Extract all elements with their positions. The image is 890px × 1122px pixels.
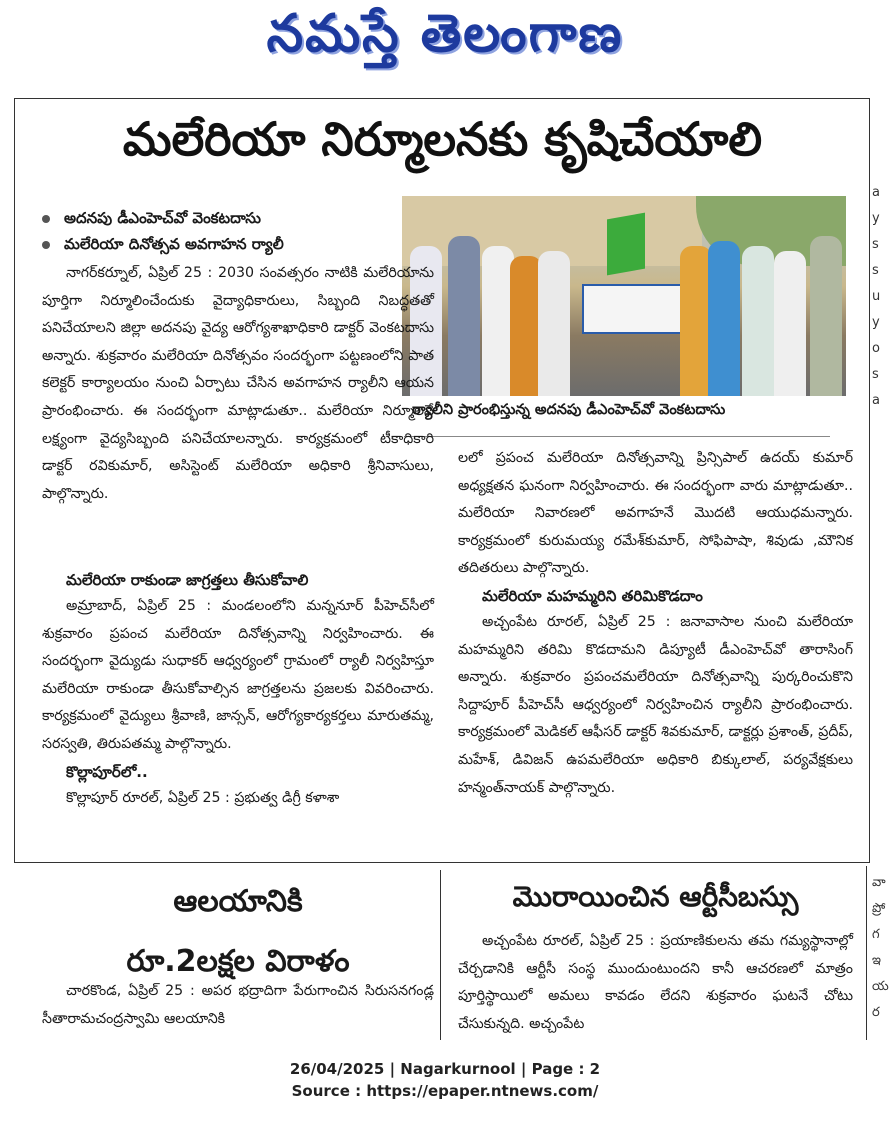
photo-caption: ర్యాలీని ప్రారంభిస్తున్న అదనపు డీఎంహెచ్‌వో వెంకటదాసు (412, 402, 726, 418)
lower-left-headline: ఆలయానికి రూ.2లక్షల విరాళం (126, 884, 350, 979)
sidebar-fragment-top: a y s s u y o s a (872, 185, 881, 408)
main-headline: మలేరియా నిర్మూలనకు కృషిచేయాలి (122, 112, 763, 166)
subhead-precautions: మలేరియా రాకుండా జాగ్రత్తలు తీసుకోవాలి (66, 571, 309, 589)
headline-bullets (42, 205, 402, 257)
lower-right-headline: మొరాయించిన ఆర్టీసీబస్సు (512, 880, 799, 913)
article-amrabad-text: అమ్రాబాద్, ఏప్రిల్ 25 : మండలంలోని మన్ననూర్ పీహెచ్‌సీలో శుక్రవారం ప్రపంచ మలేరియా దినోత్సవాన్ని నిర్వహించారు. ఈ సందర్భంగా వైద్యుడు సుధాకర్ ఆధ్వర్యంలో గ్రామంలో ర్యాలీ నిర్వహిస్తూ మలేరియా రాకుండా తీసుకోవాల్సిన జాగ్రత్తలను ప్రజలకు వివరించారు. కార్యక్రమంలో వైద్యులు శ్రీవాణి, జాన్సన్, ఆరోగ్యకార్యకర్తలు మారుతమ్మ, సరస్వతి, తిరుపతమ్మ పాల్గొన్నారు. (42, 598, 434, 752)
subhead-kollapur: కొల్లాపూర్‌లో.. (66, 762, 148, 781)
top-rule (14, 98, 870, 99)
photo-person (708, 241, 740, 396)
rally-photo (402, 196, 846, 396)
caption-rule (404, 436, 830, 437)
lower-left-article-text: చారకొండ, ఏప్రిల్ 25 : అపర భద్రాదిగా పేరుగాంచిన సిరుసనగండ్ల సీతారామచంద్రస్వామి ఆలయానికి (42, 983, 434, 1027)
sidebar-fragment-bottom: వా ప్రో గ ఇ య ర (872, 875, 889, 1020)
footer-date-line: 26/04/2025 | Nagarkurnool | Page : 2 (289, 1060, 601, 1078)
masthead-title: నమస్తే తెలంగాణ (266, 4, 624, 64)
article-right-column (458, 445, 853, 802)
article-amrabad (42, 565, 434, 812)
article-main (42, 260, 434, 508)
lower-right-article (458, 928, 853, 1038)
photo-person (774, 251, 806, 396)
photo-person (742, 246, 774, 396)
lower-left-article (42, 978, 434, 1033)
photo-flag (607, 213, 645, 276)
article-kollapur-text: కొల్లాపూర్ రూరల్, ఏప్రిల్ 25 : ప్రభుత్వ డిగ్రీ కళాశా (66, 789, 340, 806)
left-rule (14, 98, 15, 862)
article-achampet-text: అచ్చంపేట రూరల్, ఏప్రిల్ 25 : జనావాసాల నుంచి మలేరియా మహమ్మరిని తరిమి కొడదామని డిప్యూటీ డీఎంహెచ్‌వో తారాసింగ్ అన్నారు. శుక్రవారం ప్రపంచమలేరియా దినోత్సవాన్ని పుర్కరించుకొని సిద్దాపూర్ పీహెచ్‌సీ ఆధ్వర్యంలో నిర్వహించిన ర్యాలీని ప్రారంభించారు. కార్యక్రమంలో మెడికల్ ఆఫీసర్ డాక్టర్ శివకుమార్, డాక్టర్లు ప్రశాంత్, ప్రదీప్, మహేశ్, డివిజన్ ఉపమలేరియా అధికారి బిక్కులాల్, పర్యవేక్షకులు హన్మంత్‌నాయక్ పాల్గొన్నారు. (458, 613, 853, 796)
clipping-mask (0, 1040, 890, 1054)
lower-rule (14, 862, 870, 863)
article-main-text: నాగర్‌కర్నూల్, ఏప్రిల్ 25 : 2030 సంవత్సరం నాటికి మలేరియాను పూర్తిగా నిర్మూలించేందుకు వైద్యాధికారులు, సిబ్బంది నిబద్ధతతో పనిచేయాలని జిల్లా అదనపు వైద్య ఆరోగ్యశాఖాధికారి డాక్టర్ వెంకటదాసు అన్నారు. శుక్రవారం మలేరియా దినోత్సవం సందర్భంగా పట్టణంలోని పాత కలెక్టర్ కార్యాలయం నుంచి ఏర్పాటు చేసిన అవగాహన ర్యాలీని ఆయన ప్రారంభించారు. ఈ సందర్భంగా మాట్లాడుతూ.. మలేరియా నిర్మూలనే లక్ష్యంగా వైద్యసిబ్బంది పనిచేయాలన్నారు. కార్యక్రమంలో టీకాధికారి డాక్టర్ రవికుమార్, అసిస్టెంట్ మలేరియా అధికారి శ్రీనివాసులు, పాల్గొన్నారు. (42, 265, 434, 502)
bullet-1: అదనపు డీఎంహెచ్‌వో వెంకటదాసు (42, 205, 402, 231)
masthead (0, 0, 890, 80)
subhead-epidemic: మలేరియా మహమ్మరిని తరిమికొడదాం (482, 586, 703, 605)
lower-divider (440, 870, 441, 1040)
bullet-2: మలేరియా దినోత్సవ అవగాహన ర్యాలీ (42, 231, 402, 257)
photo-person (810, 236, 842, 396)
footer-source-line: Source : https://epaper.ntnews.com/ (291, 1082, 599, 1100)
page-footer (0, 1058, 890, 1102)
right-rule (869, 98, 870, 862)
bullet-dot-icon (42, 241, 50, 249)
photo-person (448, 236, 480, 396)
lower-right-article-text: అచ్చంపేట రూరల్, ఏప్రిల్ 25 : ప్రయాణికులను తమ గమ్యస్థానాల్లో చేర్చడానికి ఆర్టీసీ సంస్థ ముందుంటుందని కానీ ఆచరణలో మాత్రం పూర్తిస్థాయిలో అమలు కావడం లేదని శుక్రవారం ఘటనే చోటు చేసుకున్నది. అచ్చంపేట (458, 933, 853, 1032)
right-column-rule (866, 866, 867, 1040)
bullet-dot-icon (42, 215, 50, 223)
photo-person (538, 251, 570, 396)
article-kollapur-continued: లలో ప్రపంచ మలేరియా దినోత్సవాన్ని ప్రిన్సిపాల్ ఉదయ్ కుమార్ అధ్యక్షతన ఘనంగా నిర్వహించారు. ఈ సందర్భంగా వారు మాట్లాడుతూ.. మలేరియా నివారణలో అవగాహనే మొదటి ఆయుధమన్నారు. కార్యక్రమంలో కురుమయ్య రమేశ్‌కుమార్, సోఫిపాషా, శివుడు ,మౌనిక తదితరులు పాల్గొన్నారు. (458, 450, 853, 577)
